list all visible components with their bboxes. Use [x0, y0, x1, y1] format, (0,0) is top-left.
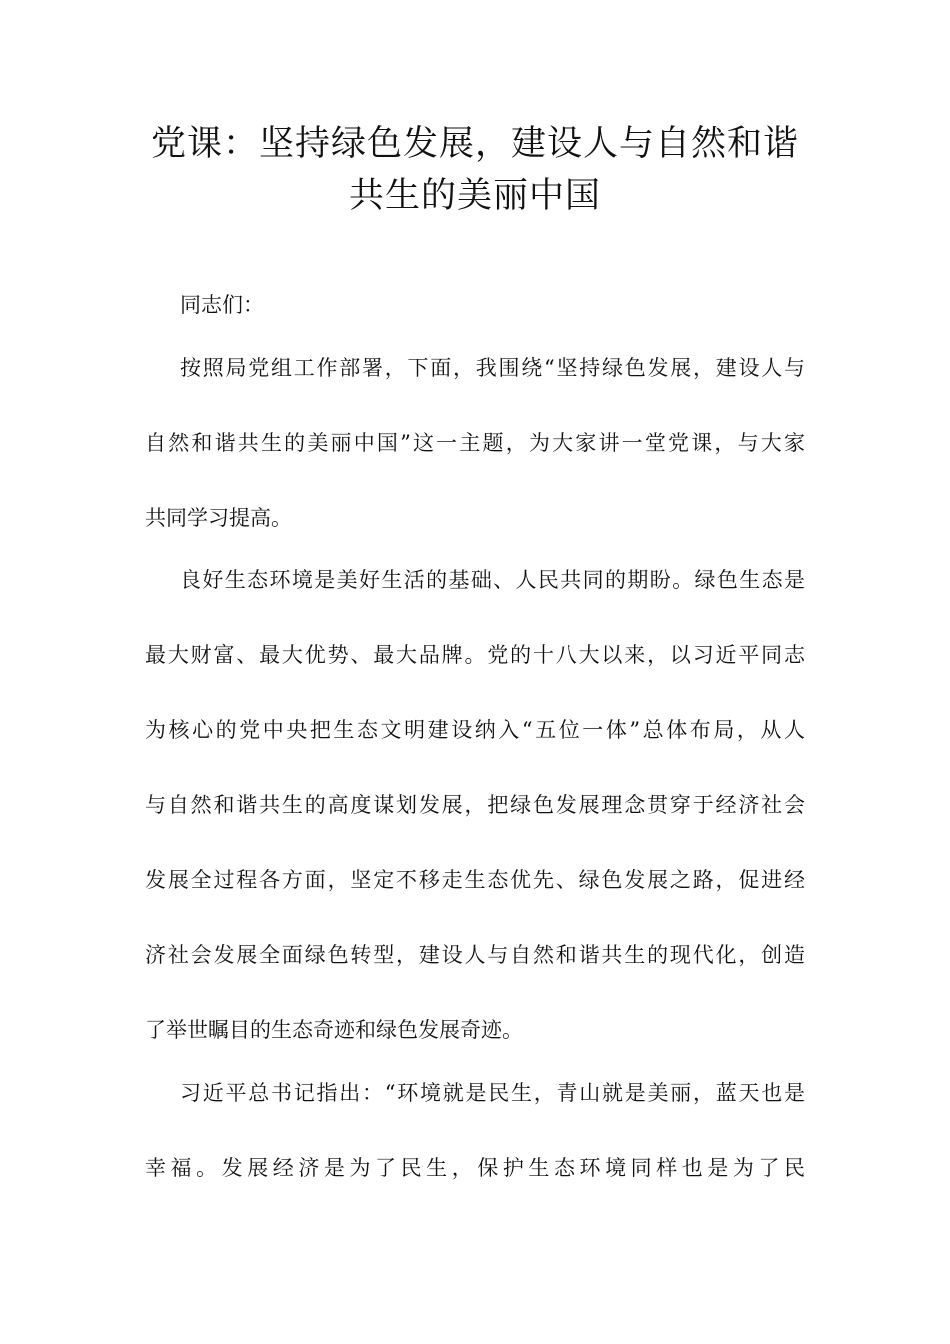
paragraph-2-line-7: 了举世瞩目的生态奇迹和绿色发展奇迹。: [145, 1018, 523, 1042]
paragraph-2-line-5: 发展全过程各方面，坚定不移走生态优先、绿色发展之路，促进经: [145, 868, 805, 892]
paragraph-1-line-3: 共同学习提高。: [145, 506, 292, 530]
paragraph-1-line-1: 按照局党组工作部署，下面，我围绕“坚持绿色发展，建设人与: [180, 356, 805, 380]
paragraph-1-line-2: 自然和谐共生的美丽中国”这一主题，为大家讲一堂党课，与大家: [145, 431, 805, 455]
paragraph-2-line-4: 与自然和谐共生的高度谋划发展，把绿色发展理念贯穿于经济社会: [145, 793, 805, 817]
paragraph-3-line-1: 习近平总书记指出：“环境就是民生，青山就是美丽，蓝天也是: [180, 1081, 805, 1105]
paragraph-2-line-6: 济社会发展全面绿色转型，建设人与自然和谐共生的现代化，创造: [145, 943, 805, 967]
paragraph-2-line-1: 良好生态环境是美好生活的基础、人民共同的期盼。绿色生态是: [180, 568, 805, 592]
paragraph-2-line-3: 为核心的党中央把生态文明建设纳入“五位一体”总体布局，从人: [145, 718, 805, 742]
title-line-2: 共生的美丽中国: [348, 176, 601, 216]
document-title: [145, 118, 805, 222]
title-line-1: 党课：坚持绿色发展，建设人与自然和谐: [150, 124, 799, 164]
paragraph-3-line-2: 幸福。发展经济是为了民生，保护生态环境同样也是为了民: [145, 1156, 805, 1180]
paragraph-2-line-2: 最大财富、最大优势、最大品牌。党的十八大以来，以习近平同志: [145, 643, 805, 667]
salutation: 同志们：: [180, 293, 264, 317]
